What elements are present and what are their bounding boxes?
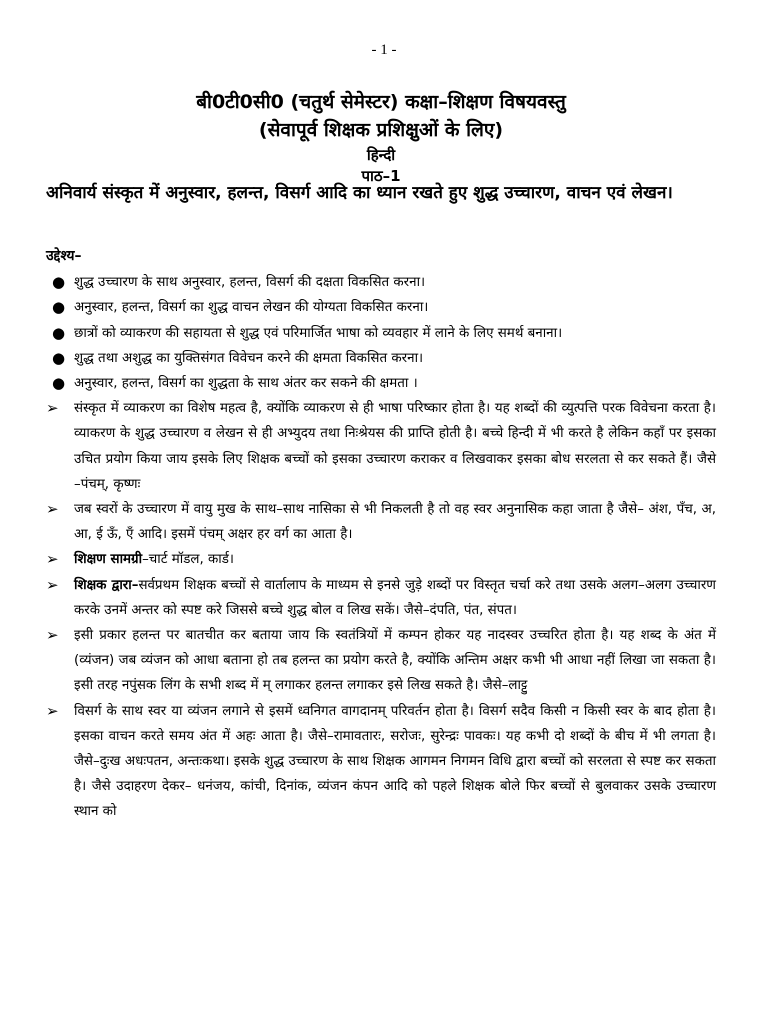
title-block (46, 88, 716, 186)
objective-item: ● छात्रों को व्याकरण की सहायता से शुद्ध एवं परिमार्जित भाषा को व्यवहार में लाने के लिए समर्थ बनाना। (46, 321, 716, 346)
arrow-bullet-icon: ➢ (46, 550, 59, 569)
point-item: ➢ जब स्वरों के उच्चारण में वायु मुख के साथ–साथ नासिका से भी निकलती है तो वह स्वर अनुनासिक कहा जाता है जैसे– अंश, पँच, अ, आ, ई ऊँ, एँ आदि। इसमें पंचम् अक्षर हर वर्ग का आता है। (46, 497, 716, 547)
objective-item: ● शुद्ध उच्चारण के साथ अनुस्वार, हलन्त, विसर्ग की दक्षता विकसित करना। (46, 270, 716, 295)
objectives-list (46, 270, 716, 396)
subject-heading: हिन्दी (366, 146, 396, 164)
lesson-heading: पाठ–1 (361, 167, 401, 185)
point-item: ➢ शिक्षण सामग्री–चार्ट मॉडल, कार्ड। (46, 547, 716, 572)
bullet-icon: ● (52, 273, 66, 292)
point-item: ➢ शिक्षक द्वारा–सर्वप्रथम शिक्षक बच्चों से वार्तालाप के माध्यम से इनसे जुड़े शब्दों पर विस्तृत चर्चा करे तथा उसके अलग–अलग उच्चारण करके उनमें अन्तर को स्पष्ट करे जिससे बच्चे शुद्ध बोल व लिख सकें। जैसे–दंपति, पंत, संपत। (46, 573, 716, 623)
bullet-icon: ● (52, 374, 66, 393)
objectives-heading: उद्देश्य– (46, 248, 82, 264)
bullet-icon: ● (52, 298, 66, 317)
arrow-bullet-icon: ➢ (46, 575, 59, 594)
arrow-bullet-icon: ➢ (46, 701, 59, 720)
objective-item: ● अनुस्वार, हलन्त, विसर्ग का शुद्ध वाचन लेखन की योग्यता विकसित करना। (46, 295, 716, 320)
lesson-topic: अनिवार्य संस्कृत में अनुस्वार, हलन्त, विसर्ग आदि का ध्यान रखते हुए शुद्ध उच्चारण, वाचन एवं लेखन। (46, 183, 673, 203)
by-teacher-label: शिक्षक द्वारा– (74, 577, 139, 593)
point-item: ➢ संस्कृत में व्याकरण का विशेष महत्व है, क्योंकि व्याकरण से ही भाषा परिष्कार होता है। यह शब्दों की व्युत्पत्ति परक विवेचना करता है। व्याकरण के शुद्ध उच्चारण व लेखन से ही अभ्युदय तथा निःश्रेयस की प्राप्ति होती है। बच्चे हिन्दी में भी करते है लेकिन कहाँ पर इसका उचित प्रयोग किया जाय इसके लिए शिक्षक बच्चों को इसका उच्चारण कराकर व लिखवाकर इसका बोध सरलता से कर सकते हैं। जैसे –पंचम्, कृष्णः (46, 396, 716, 497)
arrow-bullet-icon: ➢ (46, 626, 59, 645)
teaching-material-label: शिक्षण सामग्री (74, 552, 143, 568)
objective-item: ● अनुस्वार, हलन्त, विसर्ग का शुद्धता के साथ अंतर कर सकने की क्षमता । (46, 371, 716, 396)
arrow-bullet-icon: ➢ (46, 500, 59, 519)
bullet-icon: ● (52, 348, 66, 367)
document-title: बी0टी0सी0 (चतुर्थ सेमेस्टर) कक्षा–शिक्षण विषयवस्तु (196, 91, 566, 113)
point-item: ➢ विसर्ग के साथ स्वर या व्यंजन लगाने से इसमें ध्वनिगत वागदानम् परिवर्तन होता है। विसर्ग सदैव किसी न किसी स्वर के बाद होता है। इसका वाचन करते समय अंत में अहः आता है। जैसे–रामावतारः, सरोजः, सुरेन्द्रः पावकः। यह कभी दो शब्दों के बीच में भी लगता है। जैसे–दुःख अधःपतन, अन्तःकथा। इसके शुद्ध उच्चारण के साथ शिक्षक आगमन निगमन विधि द्वारा बच्चों को सरलता से स्पष्ट कर सकता है। जैसे उदाहरण देकर– धनंजय, कांची, दिनांक, व्यंजन कंपन आदि को पहले शिक्षक बोले फिर बच्चों से बुलवाकर उसके उच्चारण स्थान को (46, 699, 716, 825)
points-list (46, 396, 716, 824)
arrow-bullet-icon: ➢ (46, 399, 59, 418)
bullet-icon: ● (52, 323, 66, 342)
point-item: ➢ इसी प्रकार हलन्त पर बातचीत कर बताया जाय कि स्वतंत्रियों में कम्पन होकर यह नादस्वर उच्चरित होता है। यह शब्द के अंत में (व्यंजन) जब व्यंजन को आधा बताना हो तब हलन्त का प्रयोग करते है, क्योंकि अन्तिम अक्षर कभी भी आधा नहीं लिखा जा सकता है। इसी तरह नपुंसक लिंग के सभी शब्द में म् लगाकर हलन्त लगाकर इसे लिख सकते है। जैसे–लाट्टु (46, 623, 716, 699)
document-subtitle: (सेवापूर्व शिक्षक प्रशिक्षुओं के लिए) (258, 119, 504, 141)
lesson-content (46, 244, 716, 825)
page-number: - 1 - (371, 42, 397, 58)
objective-item: ● शुद्ध तथा अशुद्ध का युक्तिसंगत विवेचन करने की क्षमता विकसित करना। (46, 346, 716, 371)
